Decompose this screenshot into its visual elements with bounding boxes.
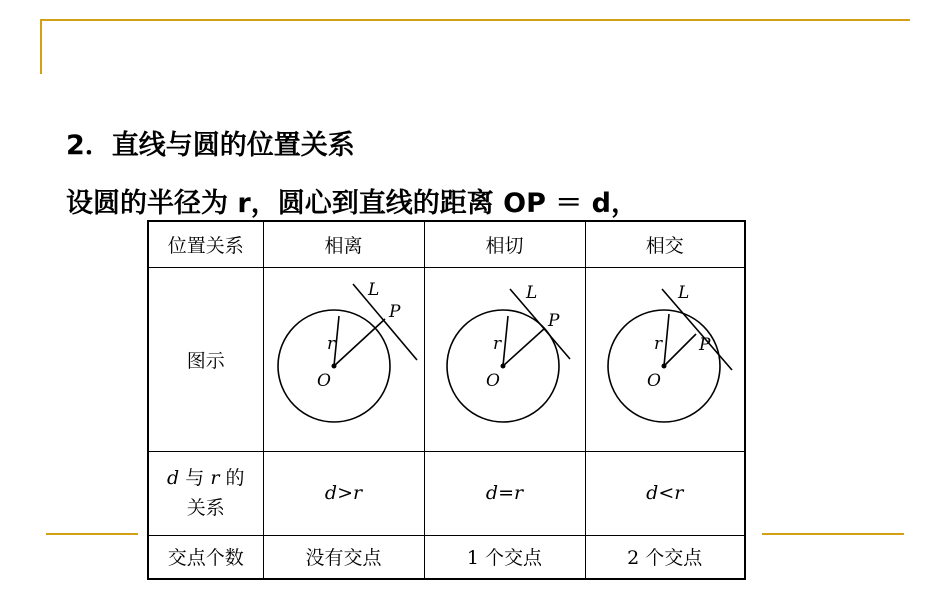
top-rule (40, 19, 910, 21)
label-o: O (316, 371, 331, 391)
count-row (148, 535, 745, 579)
count-label: 交点个数 (148, 535, 263, 579)
diagram-separate (269, 274, 419, 444)
label-de: 的 (225, 466, 245, 489)
radius-r (503, 316, 508, 366)
label-o: O (485, 371, 500, 391)
section-heading: 2．直线与圆的位置关系 (66, 130, 355, 161)
segment-op (503, 328, 545, 366)
label-r: r (326, 334, 335, 354)
label-p: P (388, 302, 400, 322)
header-label: 位置关系 (148, 221, 263, 267)
diagram-tangent (430, 274, 580, 444)
center-dot (331, 364, 336, 369)
label-p: P (698, 335, 711, 355)
relation-row (148, 451, 745, 535)
label-l: L (367, 280, 379, 300)
relation-intersect: d<r (585, 451, 745, 535)
label-d: d (167, 466, 180, 489)
diagram-intersect (590, 274, 740, 444)
center-dot (661, 364, 666, 369)
table-header-row (148, 221, 745, 267)
label-r-text: r (210, 466, 220, 489)
bottom-right-rule (762, 533, 904, 535)
line-l (510, 289, 570, 359)
header-tangent: 相切 (424, 221, 585, 267)
label-guanxi: 关系 (186, 497, 225, 519)
segment-op (334, 319, 385, 366)
figure-tangent (424, 267, 585, 451)
label-p: P (547, 311, 559, 331)
relation-label (148, 451, 263, 535)
center-dot (500, 364, 505, 369)
label-r: r (653, 334, 662, 354)
radius-r (664, 314, 669, 366)
intro-text: 设圆的半径为 r，圆心到直线的距离 OP ＝ d， (66, 188, 638, 219)
segment-op (664, 334, 696, 366)
label-r: r (492, 334, 501, 354)
count-intersect: 2 个交点 (585, 535, 745, 579)
header-intersect: 相交 (585, 221, 745, 267)
relation-tangent: d=r (424, 451, 585, 535)
figure-label: 图示 (148, 267, 263, 451)
figure-intersect (585, 267, 745, 451)
left-rule (40, 19, 42, 74)
label-o: O (646, 371, 661, 391)
bottom-left-rule (46, 533, 138, 535)
label-l: L (677, 283, 690, 303)
relation-table (147, 220, 746, 580)
count-separate: 没有交点 (263, 535, 424, 579)
label-yu: 与 (185, 466, 205, 489)
figure-row (148, 267, 745, 451)
label-l: L (525, 283, 537, 303)
figure-separate (263, 267, 424, 451)
line-l (353, 284, 417, 360)
count-tangent: 1 个交点 (424, 535, 585, 579)
relation-separate: d>r (263, 451, 424, 535)
header-separate: 相离 (263, 221, 424, 267)
